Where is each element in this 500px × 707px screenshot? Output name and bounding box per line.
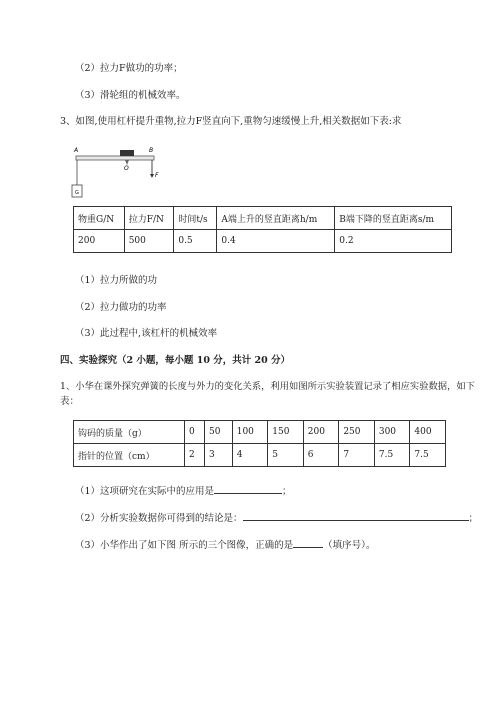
force-arrowhead [150, 174, 154, 178]
label-f: F [155, 172, 159, 179]
sub-question-3-end: （填序号）。 [323, 540, 376, 551]
table-cell: 0.4 [217, 230, 335, 253]
table-cell: 7.5 [410, 444, 446, 467]
table-cell: 500 [124, 230, 174, 253]
lever-data-table [73, 206, 452, 253]
table-cell: 5 [268, 444, 304, 467]
sub-question-2-text: （2）分析实验数据你可得到的结论是： [75, 513, 243, 524]
lever-bar [76, 156, 154, 160]
table-cell: 50 [204, 421, 232, 444]
table-cell: 4 [232, 444, 268, 467]
table-cell: 400 [410, 421, 446, 444]
sub-question-1-end: ； [282, 486, 292, 497]
table-cell: 150 [268, 421, 304, 444]
table-cell: 7 [339, 444, 375, 467]
table-row [74, 444, 446, 467]
q3-item-2: （2）拉力做功的功率 [75, 302, 167, 313]
section-4-q1-line-2: 表： [60, 396, 80, 407]
table-cell: 3 [204, 444, 232, 467]
table-cell: A端上升的竖直距离h/m [217, 207, 335, 230]
label-a: A [74, 147, 79, 154]
sub-question-2 [75, 510, 478, 525]
table-cell: 250 [339, 421, 375, 444]
q3-item-1: （1）拉力所做的功 [75, 275, 158, 286]
table-cell: 0.5 [174, 230, 217, 253]
answer-blank-3[interactable] [293, 537, 323, 548]
weight-label: G [75, 190, 79, 196]
spring-data-table [73, 420, 446, 467]
table-cell: 6 [303, 444, 339, 467]
table-cell: 时间t/s [174, 207, 217, 230]
sub-question-3 [75, 537, 375, 552]
table-cell: 0.2 [335, 230, 452, 253]
table-row [74, 421, 446, 444]
label-b: B [149, 147, 154, 154]
table-row [74, 207, 452, 230]
answer-blank-1[interactable] [214, 483, 282, 494]
table-cell: 100 [232, 421, 268, 444]
table-cell: B端下降的竖直距离s/m [335, 207, 452, 230]
item-2-power: （2）拉力F做功的功率； [75, 63, 183, 74]
sub-question-1-text: （1）这项研究在实际中的应用是 [75, 486, 215, 497]
label-o: O [124, 165, 129, 172]
table-cell: 200 [74, 230, 125, 253]
table-cell: 7.5 [374, 444, 410, 467]
sub-question-3-text: （3）小华作出了如下图 所示的三个图像，正确的是 [75, 540, 294, 551]
sub-question-1 [75, 483, 292, 498]
q3-item-3: （3）此过程中,该杠杆的机械效率 [75, 328, 218, 339]
lever-figure [68, 143, 168, 201]
item-3-efficiency: （3）滑轮组的机械效率。 [75, 90, 186, 101]
table-row [74, 230, 452, 253]
question-3-stem: 3、如图,使用杠杆提升重物,拉力F竖直向下,重物匀速缓慢上升,相关数据如下表:求 [60, 116, 402, 127]
table-cell: 0 [185, 421, 205, 444]
answer-blank-2[interactable] [243, 510, 469, 521]
sub-question-2-end: ； [468, 513, 479, 524]
table-cell: 拉力F/N [124, 207, 174, 230]
table-cell: 200 [303, 421, 339, 444]
section-4-heading: 四、实验探究（2 小题，每小题 10 分，共计 20 分） [60, 355, 291, 366]
table-cell: 300 [374, 421, 410, 444]
table-cell: 指针的位置（cm） [74, 444, 185, 467]
table-cell: 物重G/N [74, 207, 125, 230]
pivot-block [120, 150, 134, 156]
section-4-q1-line-1: 1、小华在课外探究弹簧的长度与外力的变化关系，利用如图所示实验装置记录了相应实验数据，如下 [60, 381, 475, 392]
table-cell: 钩码的质量（g） [74, 421, 185, 444]
table-cell: 2 [185, 444, 205, 467]
